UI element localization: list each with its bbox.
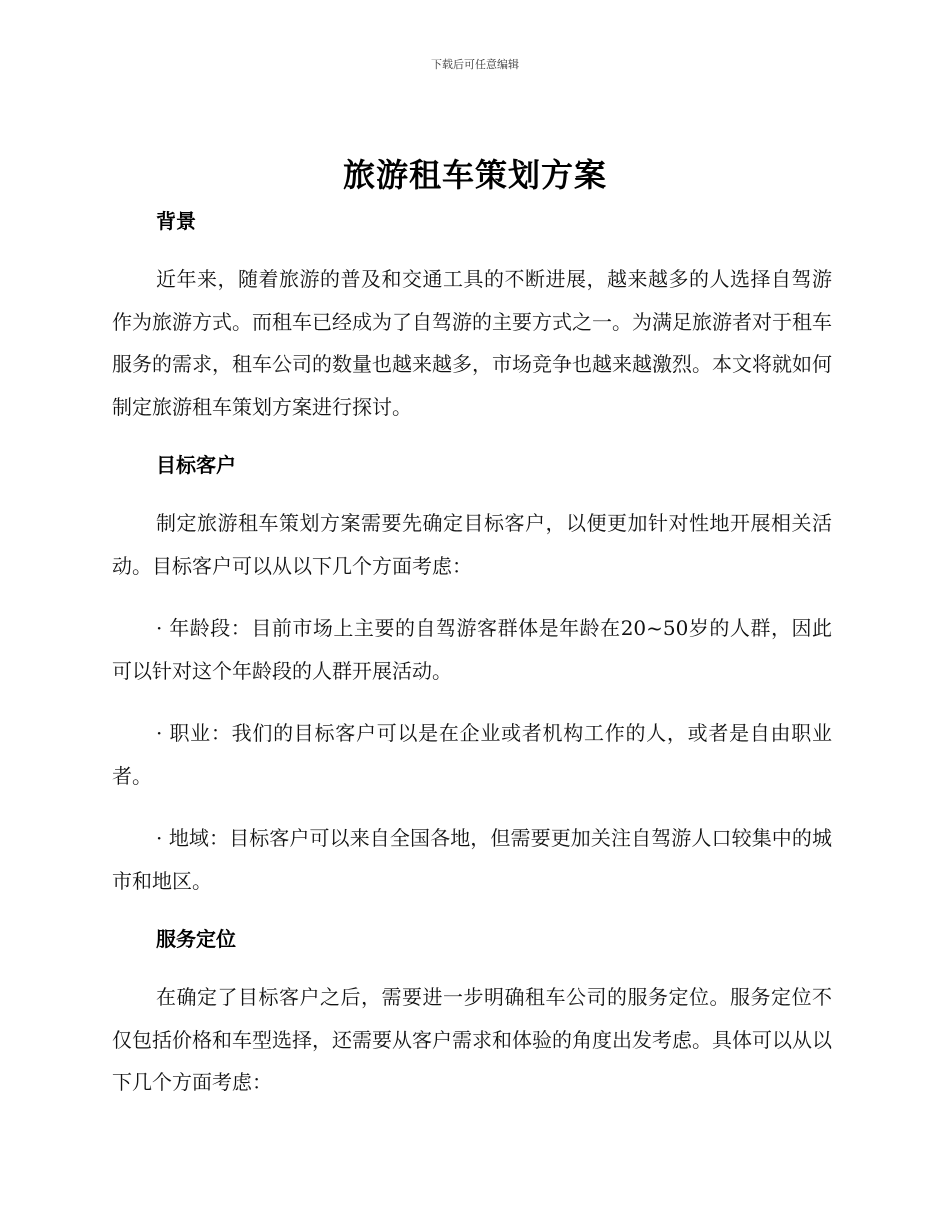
section-background [112, 204, 832, 448]
bullet-item-occupation: · 职业：我们的目标客户可以是在企业或者机构工作的人，或者是自由职业者。 [112, 721, 832, 788]
document-body [112, 204, 832, 1104]
section-target-customers [112, 448, 832, 922]
bullet-item-age: · 年龄段：目前市场上主要的自驾游客群体是年龄在20~50岁的人群，因此可以针对这个年龄段的人群开展活动。 [112, 616, 832, 683]
paragraph: 近年来，随着旅游的普及和交通工具的不断进展，越来越多的人选择自驾游作为旅游方式。而租车已经成为了自驾游的主要方式之一。为满足旅游者对于租车服务的需求，租车公司的数量也越来越多，市场竞争也越来越激烈。本文将就如何制定旅游租车策划方案进行探讨。 [112, 267, 832, 419]
document-title: 旅游租车策划方案 [342, 156, 607, 194]
section-heading: 背景 [156, 209, 196, 233]
paragraph: 制定旅游租车策划方案需要先确定目标客户，以便更加针对性地开展相关活动。目标客户可以从以下几个方面考虑： [112, 511, 832, 578]
section-service-positioning [112, 922, 832, 1104]
section-heading: 目标客户 [156, 453, 236, 477]
header-note: 下载后可任意编辑 [431, 58, 519, 71]
bullet-item-region: · 地域：目标客户可以来自全国各地，但需要更加关注自驾游人口较集中的城市和地区。 [112, 826, 832, 893]
section-heading: 服务定位 [156, 927, 236, 951]
paragraph: 在确定了目标客户之后，需要进一步明确租车公司的服务定位。服务定位不仅包括价格和车型选择，还需要从客户需求和体验的角度出发考虑。具体可以从以下几个方面考虑： [112, 985, 832, 1094]
